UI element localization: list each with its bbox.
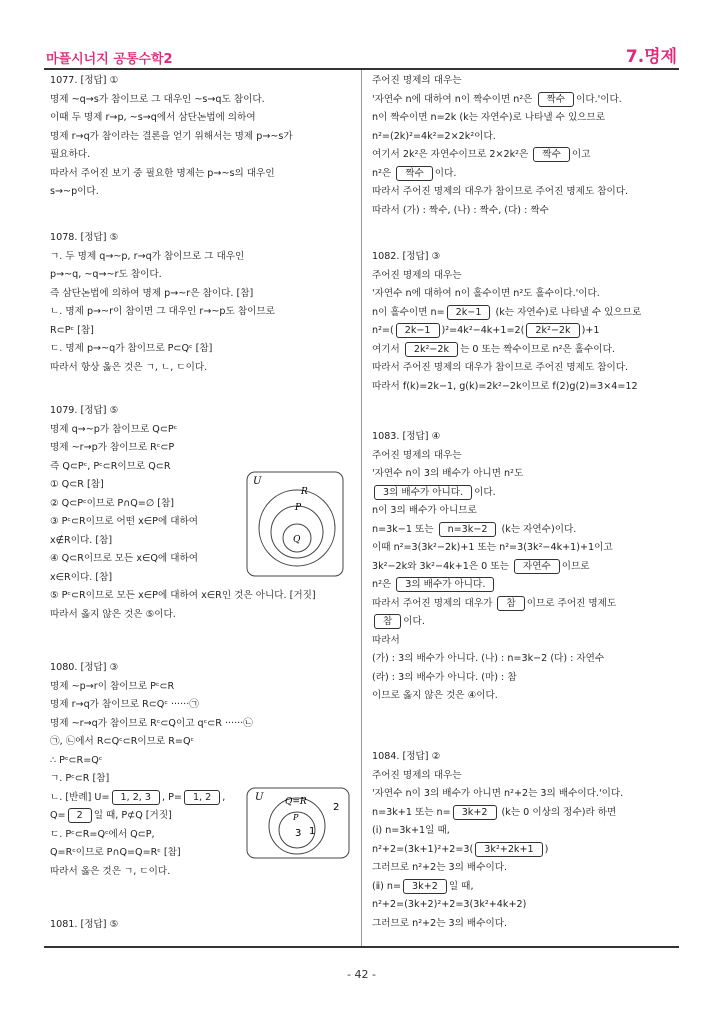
solution-heading: 1084. [정답] ②	[372, 751, 441, 762]
solution-line: n²은 3의 배수가 아니다.	[372, 576, 672, 595]
solution-line: 이므로 옳지 않은 것은 ④이다.	[372, 690, 498, 701]
solution-heading: 주어진 명제의 대우는	[372, 75, 462, 86]
column-divider	[361, 70, 362, 946]
solution-heading: 1077. [정답] ①	[50, 75, 119, 86]
solution-line: 따라서 옳지 않은 것은 ⑤이다.	[50, 608, 176, 620]
solution-line: n²+2=(3k+1)²+2=3( 3k²+2k+1 )	[372, 843, 549, 855]
answer-box: 2k²−2k	[405, 342, 458, 357]
solution-line: ④ Q⊂R이므로 모든 x∈Q에 대하여	[50, 553, 199, 564]
solution-line: 명제 r→q가 참이므로 R⊂Qᶜ ······㉠	[50, 699, 199, 710]
solution-line: 명제 ~r→q가 참이므로 Rᶜ⊂Q이고 qᶜ⊂R ······㉡	[50, 717, 253, 729]
solution-block	[50, 916, 350, 935]
answer-box: 3k+2	[453, 805, 497, 820]
solution-line: 따라서 주어진 명제의 대우가 참이므로 주어진 명제도 참이다.	[372, 186, 629, 197]
answer-box: 1, 2	[184, 790, 220, 805]
answer-box: 2k²−2k	[526, 323, 579, 338]
solution-line: n²은 짝수 이다.	[372, 167, 457, 179]
label-r: R	[301, 487, 308, 497]
solution-line: n=3k−1 또는 n=3k−2 (k는 자연수)이다.	[372, 523, 577, 535]
solution-line: 명제 ~r→p가 참이므로 Rᶜ⊂P	[50, 442, 175, 453]
solution-line: 여기서 2k²−2k 는 0 또는 짝수이므로 n²은 홀수이다.	[372, 343, 615, 355]
solution-line: 따라서 주어진 명제의 대우가 참이므로 주어진 명제도 참이다.	[372, 362, 629, 373]
label-u: U	[255, 792, 264, 803]
solution-line: ① Q⊂R [참]	[50, 479, 104, 490]
solution-line: x∈R이다. [참]	[50, 571, 113, 583]
solution-line: x∉R이다. [참]	[50, 534, 113, 546]
solution-line: 주어진 명제의 대우는	[372, 449, 462, 461]
solution-line: n이 홀수이면 n= 2k−1 (k는 자연수)로 나타낼 수 있으므로	[372, 306, 642, 318]
circle-r	[259, 490, 335, 566]
solution-line: 3k²−2k와 3k²−4k+1은 0 또는 자연수 이므로	[372, 560, 590, 572]
answer-box: 3k+2	[403, 879, 447, 894]
venn-diagram-1080	[245, 786, 351, 860]
solution-line: 따라서 f(k)=2k−1, g(k)=2k²−2k이므로 f(2)g(2)=3×4=12	[372, 380, 638, 392]
solution-block	[372, 428, 672, 706]
answer-box: 1, 2, 3	[112, 790, 161, 805]
label-q-eq-r: Q=R	[285, 797, 307, 807]
answer-box: 참	[374, 614, 401, 629]
label-p: P	[293, 813, 299, 822]
solution-line: Q= 2 일 때, P⊄Q [거짓]	[50, 810, 172, 821]
solution-line: ㄴ. 명제 p→~r이 참이면 그 대우인 r→~p도 참이므로	[50, 306, 275, 317]
solution-line: 필요하다.	[50, 149, 91, 160]
solution-line: Q=Rᶜ이므로 P∩Q=Q=Rᶜ [참]	[50, 847, 181, 858]
answer-box: 참	[497, 596, 524, 611]
solution-line: s→~p이다.	[50, 186, 99, 197]
solution-line: 명제 ~p→r이 참이므로 Pᶜ⊂R	[50, 680, 175, 692]
solution-line: ③ Pᶜ⊂R이므로 어떤 x∈P에 대하여	[50, 516, 199, 527]
solution-line: 주어진 명제의 대우는	[372, 269, 462, 281]
solution-line: n²=(2k)²=4k²=2×2k²이다.	[372, 130, 496, 142]
circle-pc	[271, 506, 323, 558]
solution-heading: 1078. [정답] ⑤	[50, 232, 119, 243]
solution-line: 따라서	[372, 634, 400, 646]
solution-line: 따라서 주어진 명제의 대우가 참 이므로 주어진 명제도	[372, 597, 617, 609]
answer-box: 짝수	[538, 92, 575, 107]
solution-line: R⊂Pᶜ [참]	[50, 324, 94, 336]
answer-box: 2	[68, 808, 92, 823]
label-p: P	[295, 503, 302, 513]
solution-line: (가) : 3의 배수가 아니다. (나) : n=3k−2 (다) : 자연수	[372, 653, 605, 664]
solution-line: ㄷ. 명제 p→~q가 참이므로 P⊂Qᶜ [참]	[50, 343, 213, 354]
solution-line: (라) : 3의 배수가 아니다. (마) : 참	[372, 671, 517, 683]
solution-line: (ⅰ) n=3k+1일 때,	[372, 825, 450, 836]
solution-block	[372, 248, 672, 396]
solution-block	[50, 72, 350, 202]
answer-box: 자연수	[514, 559, 560, 574]
solution-line: 참 이다.	[372, 613, 672, 632]
solution-block	[372, 748, 672, 933]
solution-line: 즉 Q⊂Pᶜ, Pᶜ⊂R이므로 Q⊂R	[50, 460, 171, 472]
solution-line: 즉 삼단논법에 의하여 명제 p→~r은 참이다. [참]	[50, 287, 254, 299]
label-u: U	[253, 476, 262, 487]
answer-box: 짝수	[533, 147, 570, 162]
solution-line: n=3k+1 또는 n= 3k+2 (k는 0 이상의 정수)라 하면	[372, 806, 617, 818]
solution-line: 이때 n²=3(3k²−2k)+1 또는 n²=3(3k²−4k+1)+1이고	[372, 542, 613, 553]
solution-block	[50, 229, 350, 377]
solution-line: 3의 배수가 아니다. 이다.	[372, 484, 672, 503]
solution-line: 따라서 옳은 것은 ㄱ, ㄷ이다.	[50, 865, 171, 877]
solution-line: 주어진 명제의 대우는	[372, 769, 462, 781]
solution-line: n이 짝수이면 n=2k (k는 자연수)로 나타낼 수 있으므로	[372, 112, 606, 123]
solution-heading: 1080. [정답] ③	[50, 662, 119, 673]
answer-box: 짝수	[396, 166, 433, 181]
answer-box: 3의 배수가 아니다.	[374, 485, 472, 500]
solution-line: p→~q, ~q→~r도 참이다.	[50, 269, 162, 280]
solution-line: '자연수 n이 3의 배수가 아니면 n²도	[372, 468, 524, 479]
answer-box: 3k²+2k+1	[475, 842, 542, 857]
solution-line: 여기서 2k²은 자연수이므로 2×2k²은 짝수 이고	[372, 149, 591, 160]
element-2: 2	[333, 802, 340, 813]
header-book-title: 마플시너지 공통수학2	[46, 52, 173, 67]
solution-line: '자연수 n에 대하여 n이 짝수이면 n²은 짝수 이다.'이다.	[372, 93, 622, 105]
solution-line: (ⅱ) n= 3k+2 일 때,	[372, 880, 474, 892]
solution-line: ㄴ. [반례] U= 1, 2, 3 , P= 1, 2 ,	[50, 791, 226, 803]
label-q: Q	[293, 535, 301, 545]
solution-line: ㄷ. Pᶜ⊂R=Qᶜ에서 Q⊂P,	[50, 828, 155, 840]
solution-line: 명제 ~q→s가 참이므로 그 대우인 ~s→q도 참이다.	[50, 93, 265, 105]
answer-box: 3의 배수가 아니다.	[396, 577, 494, 592]
solution-line: 따라서 항상 옳은 것은 ㄱ, ㄴ, ㄷ이다.	[50, 361, 208, 373]
solution-line: n²+2=(3k+2)²+2=3(3k²+4k+2)	[372, 899, 527, 910]
solution-line: 그러므로 n²+2는 3의 배수이다.	[372, 917, 508, 929]
solution-line: 이때 두 명제 r→p, ~s→q에서 삼단논법에 의하여	[50, 112, 256, 123]
element-3: 3	[295, 828, 302, 839]
solution-heading: 1082. [정답] ③	[372, 251, 441, 262]
solution-line: 따라서 주어진 보기 중 필요한 명제는 p→~s의 대우인	[50, 167, 275, 179]
solution-line: ⑤ Pᶜ⊂R이므로 모든 x∈P에 대하여 x∈R인 것은 아니다. [거짓]	[50, 590, 316, 601]
footer-rule	[44, 946, 679, 948]
solution-line: ㉠, ㉡에서 R⊂Qᶜ⊂R이므로 R=Qᶜ	[50, 736, 195, 747]
solution-line: '자연수 n에 대하여 n이 홀수이면 n²도 홀수이다.'이다.	[372, 288, 600, 299]
solution-line: ㄱ. 두 명제 q→~p, r→q가 참이므로 그 대우인	[50, 250, 245, 262]
solution-heading: 1081. [정답] ⑤	[50, 919, 119, 930]
venn-diagram-1079	[245, 470, 345, 580]
solution-line: 명제 q→~p가 참이므로 Q⊂Pᶜ	[50, 423, 178, 435]
header-chapter-title: 7.명제	[625, 47, 677, 67]
solution-line: ㄱ. Pᶜ⊂R [참]	[50, 773, 110, 784]
solution-line: '자연수 n이 3의 배수가 아니면 n²+2는 3의 배수이다.'이다.	[372, 788, 624, 799]
solution-heading: 1083. [정답] ④	[372, 431, 441, 442]
solution-heading: 1079. [정답] ⑤	[50, 405, 119, 416]
solution-line: 명제 r→q가 참이라는 결론을 얻기 위해서는 명제 p→~s가	[50, 130, 293, 142]
answer-box: n=3k−2	[439, 522, 497, 537]
answer-box: 2k−1	[447, 305, 491, 320]
solution-line: 그러므로 n²+2는 3의 배수이다.	[372, 862, 508, 873]
element-1: 1	[309, 826, 316, 837]
solution-line: 따라서 (가) : 짝수, (나) : 짝수, (다) : 짝수	[372, 204, 549, 216]
solution-line: ② Q⊂Pᶜ이므로 P∩Q=∅ [참]	[50, 497, 174, 509]
solution-block	[372, 72, 672, 220]
solution-line: n²=( 2k−1 )²=4k²−4k+1=2( 2k²−2k )+1	[372, 325, 600, 336]
solution-line: n이 3의 배수가 아니므로	[372, 505, 477, 516]
solution-line: ∴ Pᶜ⊂R=Qᶜ	[50, 754, 103, 766]
page-number: - 42 -	[347, 968, 376, 981]
answer-box: 2k−1	[396, 323, 440, 338]
